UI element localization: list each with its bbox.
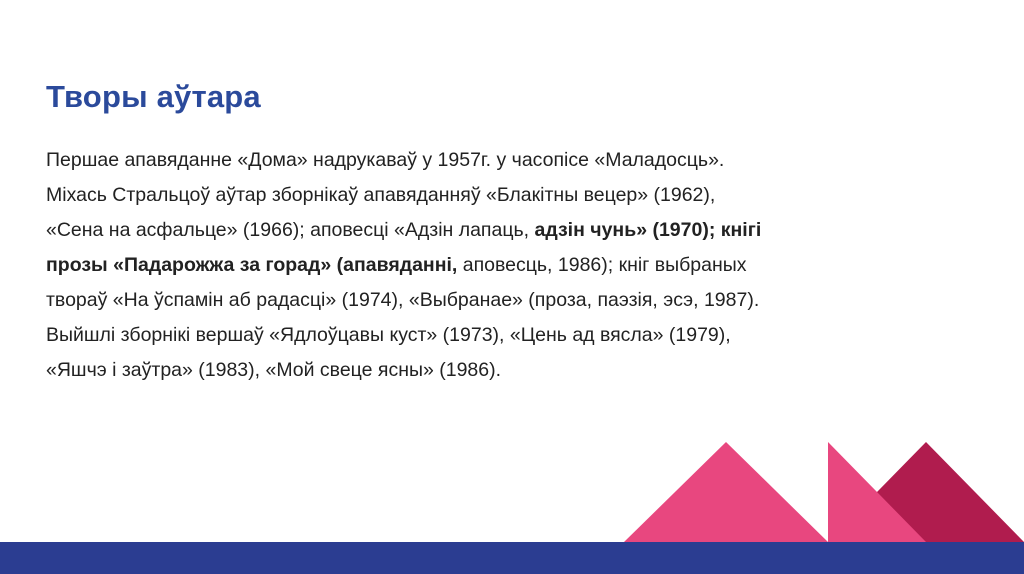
slide-body-text — [46, 143, 766, 388]
triangle-pink-left — [624, 442, 828, 542]
triangle-pink-mid — [828, 442, 926, 542]
body-part-3: аповесць, 1986); кніг выбраных твораў «На ўспамін аб радасці» (1974), «Выбранае» (проза, паэзія, эсэ, 1987). Выйшлі зборнікі вершаў «Ядлоўцавы куст» (1973), «Цень ад вясла» (1979), «Яшчэ і заўтра» (1983), «Мой свеце ясны» (1986). — [46, 254, 760, 381]
page-title: Творы аўтара — [46, 78, 261, 114]
body-part-2-bold: адзін чунь» (1970); кнігі прозы «Падарожжа за горад» (апавяданні, — [46, 219, 762, 276]
bottom-bar — [0, 542, 1024, 574]
decorative-triangles — [624, 442, 1024, 542]
body-part-1: Першае апавяданне «Дома» надрукаваў у 1957г. у часопісе «Маладосць». Міхась Стральцоў аўтар зборнікаў апавяданняў «Блакітны вецер» (1962), «Сена на асфальце» (1966); аповесці «Адзін лапаць, — [46, 149, 725, 241]
triangle-dark-right — [926, 442, 1024, 542]
